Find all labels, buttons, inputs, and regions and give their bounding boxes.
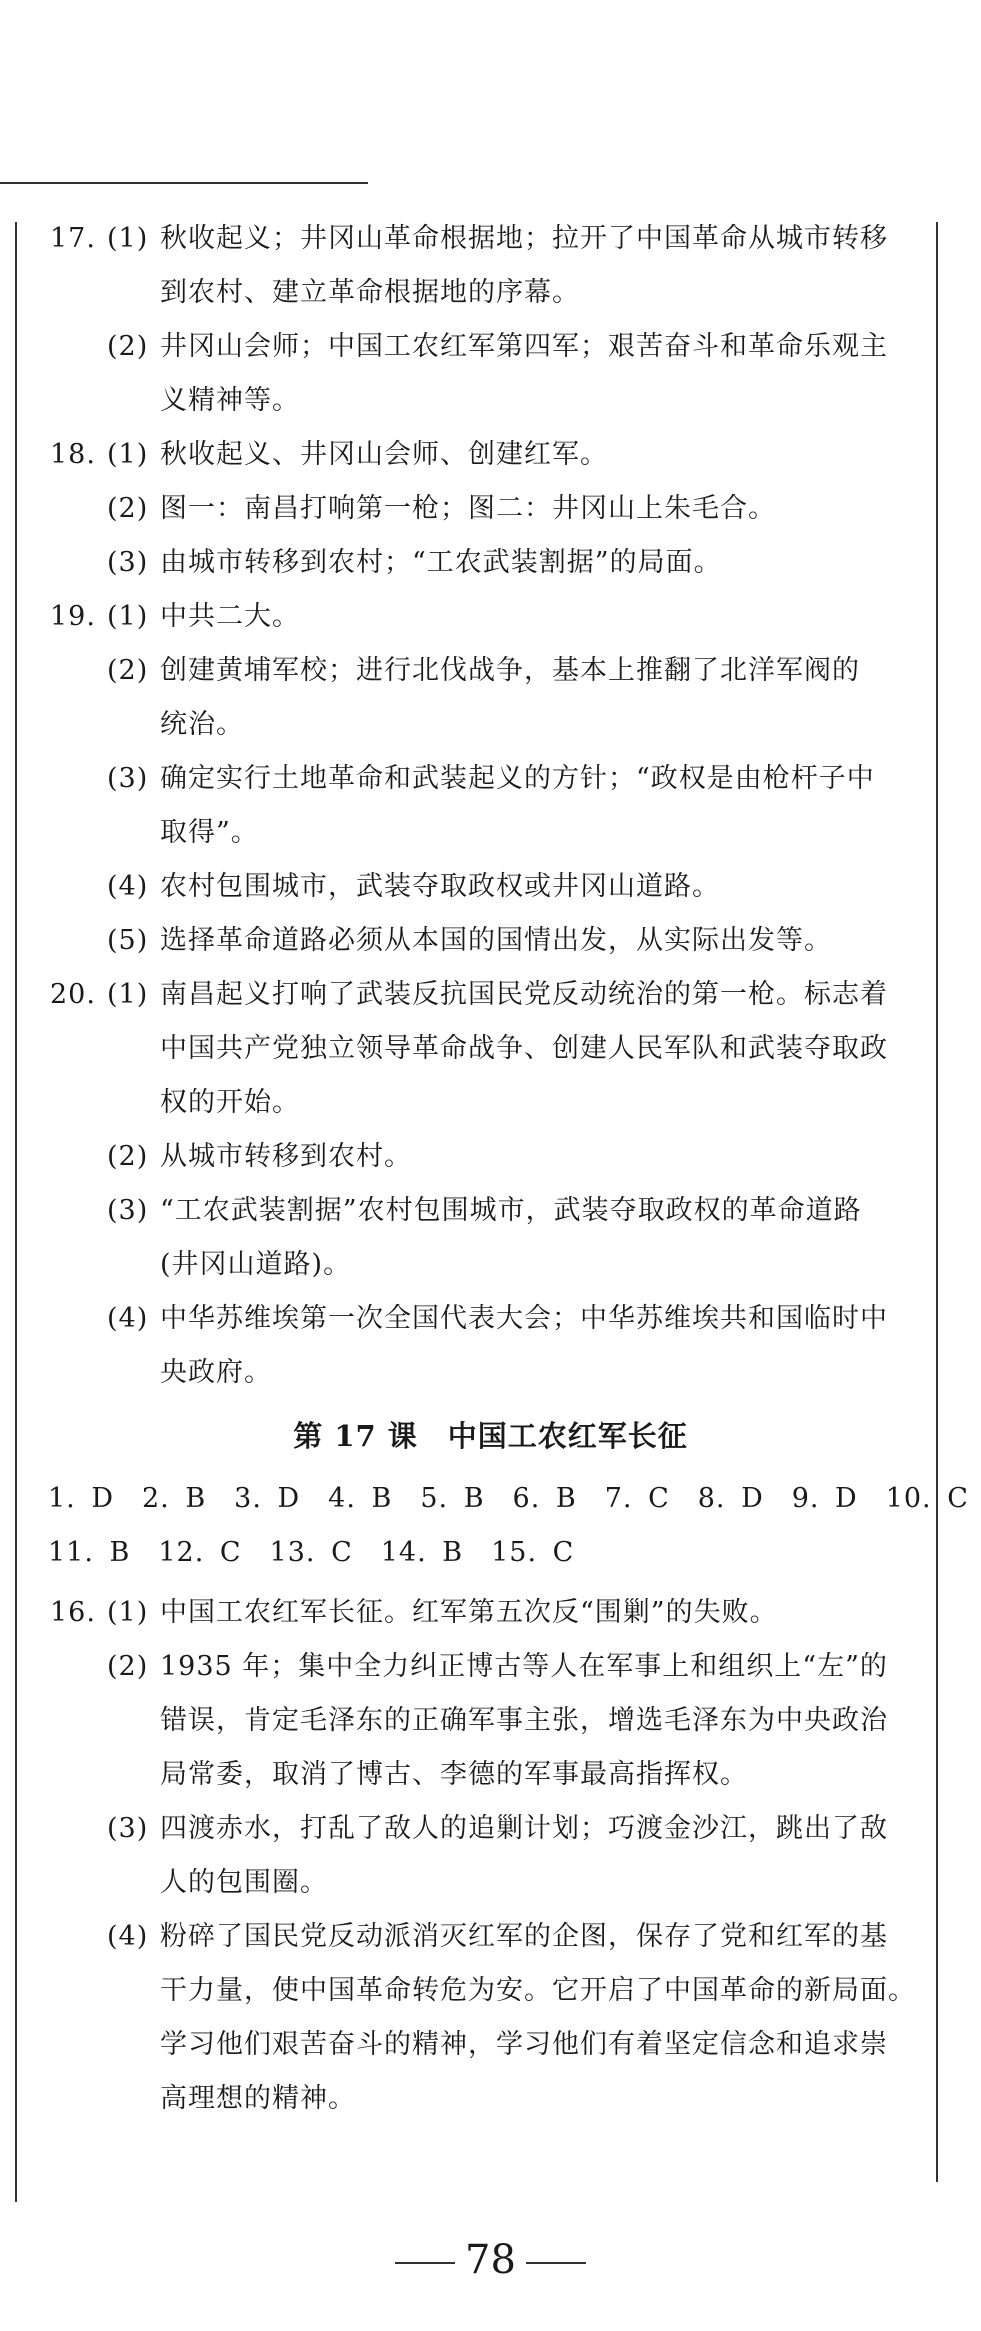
answer-line: [0, 212, 981, 266]
answers-part-1: [0, 212, 981, 1400]
answer-line: [0, 806, 981, 860]
answer-text: 中共二大。: [160, 601, 300, 632]
answer-text: 从城市转移到农村。: [160, 1141, 412, 1172]
mc-answer-text: 1. D 2. B 3. D 4. B 5. B 6. B 7. C 8. D 9. D 10. C: [48, 1483, 969, 1514]
sub-question-number: (2): [107, 493, 149, 524]
answer-text: 学习他们艰苦奋斗的精神，学习他们有着坚定信念和追求崇: [160, 2029, 888, 2060]
answer-line: [0, 374, 981, 428]
answer-content: [0, 212, 981, 2126]
answer-text: 中国工农红军长征。红军第五次反“围剿”的失败。: [160, 1597, 778, 1628]
answer-line: [0, 860, 981, 914]
page-number-text: 78: [465, 2237, 516, 2283]
answer-text: 义精神等。: [160, 385, 300, 416]
sub-question-number: (2): [107, 331, 149, 362]
answer-text: 错误，肯定毛泽东的正确军事主张，增选毛泽东为中央政治: [160, 1705, 888, 1736]
answer-text: (井冈山道路)。: [160, 1249, 352, 1280]
sub-question-number: (2): [107, 655, 149, 686]
answer-line: [0, 1640, 981, 1694]
section-heading: 第 17 课 中国工农红军长征: [293, 1419, 688, 1453]
answer-text: 局常委，取消了博古、李德的军事最高指挥权。: [160, 1759, 748, 1790]
sub-question-number: (3): [107, 547, 149, 578]
sub-question-number: (2): [107, 1651, 149, 1682]
answer-line: [0, 914, 981, 968]
answer-line: [0, 1910, 981, 1964]
answer-line: [0, 2072, 981, 2126]
answer-line: [0, 968, 981, 1022]
sub-question-number: (1): [107, 979, 149, 1010]
sub-question-number: (1): [107, 1597, 149, 1628]
answer-line: [0, 1022, 981, 1076]
answer-text: 中国共产党独立领导革命战争、创建人民军队和武装夺取政: [160, 1033, 888, 1064]
answer-line: [0, 1586, 981, 1640]
multiple-choice-answers: [0, 1472, 981, 1580]
sub-question-number: (5): [107, 925, 149, 956]
answer-text: 确定实行土地革命和武装起义的方针；“政权是由枪杆子中: [160, 763, 875, 794]
answer-line: [0, 1292, 981, 1346]
top-rule: [0, 182, 368, 184]
answer-line: [0, 752, 981, 806]
answer-text: 粉碎了国民党反动派消灭红军的企图，保存了党和红军的基: [160, 1921, 888, 1952]
sub-question-number: (3): [107, 1195, 149, 1226]
answer-line: [0, 266, 981, 320]
answer-text: 1935 年；集中全力纠正博古等人在军事上和组织上“左”的: [160, 1651, 888, 1682]
answer-line: [0, 698, 981, 752]
sub-question-number: (1): [107, 601, 149, 632]
answer-text: 干力量，使中国革命转危为安。它开启了中国革命的新局面。: [160, 1975, 916, 2006]
answers-part-2: [0, 1586, 981, 2126]
answer-text: 图一：南昌打响第一枪；图二：井冈山上朱毛合。: [160, 493, 776, 524]
answer-line: [0, 590, 981, 644]
answer-text: 到农村、建立革命根据地的序幕。: [160, 277, 580, 308]
answer-text: 南昌起义打响了武装反抗国民党反动统治的第一枪。标志着: [160, 979, 888, 1010]
answer-line: [0, 428, 981, 482]
question-number: 17.: [50, 223, 96, 254]
answer-text: 四渡赤水，打乱了敌人的追剿计划；巧渡金沙江，跳出了敌: [160, 1813, 888, 1844]
sub-question-number: (2): [107, 1141, 149, 1172]
answer-line: [0, 320, 981, 374]
answer-text: 中华苏维埃第一次全国代表大会；中华苏维埃共和国临时中: [160, 1303, 888, 1334]
sub-question-number: (4): [107, 871, 149, 902]
answer-text: 秋收起义；井冈山革命根据地；拉开了中国革命从城市转移: [160, 223, 888, 254]
answer-text: 高理想的精神。: [160, 2083, 356, 2114]
sub-question-number: (1): [107, 223, 149, 254]
answer-line: [0, 1802, 981, 1856]
question-number: 20.: [50, 979, 96, 1010]
answer-line: [0, 1130, 981, 1184]
answer-line: [0, 1964, 981, 2018]
answer-text: 统治。: [160, 709, 244, 740]
page-dash-right: [526, 2262, 586, 2264]
answer-line: [0, 1076, 981, 1130]
question-number: 16.: [50, 1597, 96, 1628]
page-number: [0, 2230, 981, 2290]
answer-text: 秋收起义、井冈山会师、创建红军。: [160, 439, 608, 470]
answer-text: 选择革命道路必须从本国的国情出发，从实际出发等。: [160, 925, 832, 956]
answer-line: [0, 536, 981, 590]
question-number: 19.: [50, 601, 96, 632]
answer-text: 人的包围圈。: [160, 1867, 328, 1898]
answer-line: [0, 482, 981, 536]
mc-answer-text: 11. B 12. C 13. C 14. B 15. C: [48, 1537, 575, 1568]
answer-text: “工农武装割据”农村包围城市，武装夺取政权的革命道路: [160, 1195, 862, 1226]
sub-question-number: (4): [107, 1921, 149, 1952]
question-number: 18.: [50, 439, 96, 470]
sub-question-number: (4): [107, 1303, 149, 1334]
answer-text: 创建黄埔军校；进行北伐战争，基本上推翻了北洋军阀的: [160, 655, 860, 686]
page-dash-left: [395, 2262, 455, 2264]
mc-answer-line: [0, 1472, 981, 1526]
answer-line: [0, 1694, 981, 1748]
mc-answer-line: [0, 1526, 981, 1580]
sub-question-number: (3): [107, 763, 149, 794]
answer-text: 央政府。: [160, 1357, 272, 1388]
answer-line: [0, 1238, 981, 1292]
answer-line: [0, 2018, 981, 2072]
answer-line: [0, 1856, 981, 1910]
answer-text: 井冈山会师；中国工农红军第四军；艰苦奋斗和革命乐观主: [160, 331, 888, 362]
answer-text: 农村包围城市，武装夺取政权或井冈山道路。: [160, 871, 720, 902]
answer-line: [0, 644, 981, 698]
sub-question-number: (3): [107, 1813, 149, 1844]
answer-line: [0, 1184, 981, 1238]
sub-question-number: (1): [107, 439, 149, 470]
answer-line: [0, 1748, 981, 1802]
answer-text: 由城市转移到农村；“工农武装割据”的局面。: [160, 547, 722, 578]
answer-text: 权的开始。: [160, 1087, 300, 1118]
answer-text: 取得”。: [160, 817, 259, 848]
answer-line: [0, 1346, 981, 1400]
